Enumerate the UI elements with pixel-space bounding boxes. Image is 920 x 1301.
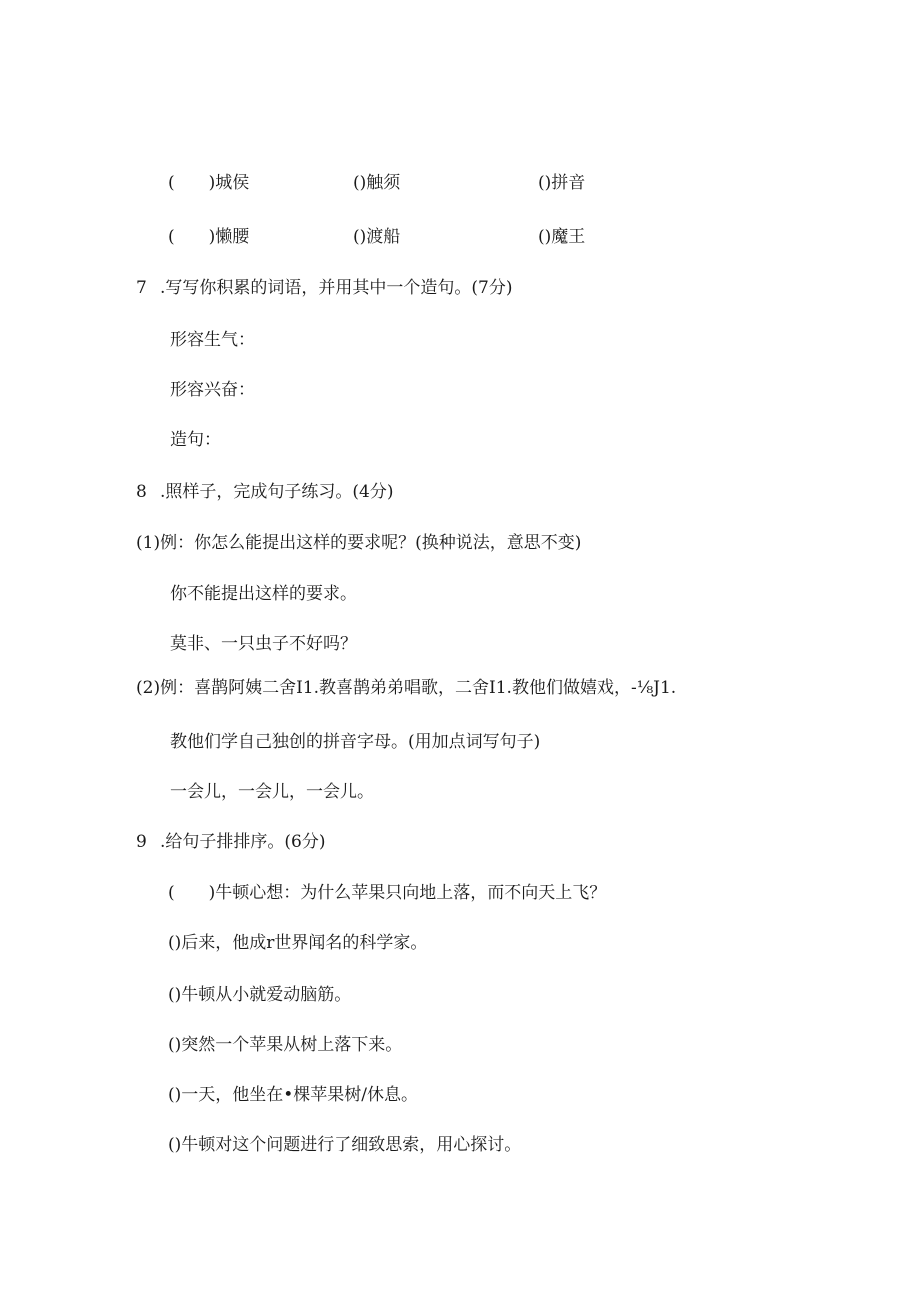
q7-line-angry: 形容生气：	[170, 330, 255, 350]
q9-item: ( )牛顿心想：为什么苹果只向地上落，而不向天上飞？	[168, 883, 607, 903]
q9-item: ()后来，他成r世界闻名的科学家。	[168, 933, 428, 953]
q8-title: .照样子，完成句子练习。(4分)	[160, 482, 394, 502]
q6-row1-item3: ()拼音	[538, 173, 586, 193]
q9-number: 9	[136, 832, 147, 852]
q7-line-excited: 形容兴奋：	[170, 380, 255, 400]
q6-row2-item2: ()渡船	[353, 227, 401, 247]
q9-title: .给句子排排序。(6分)	[160, 832, 326, 852]
q8-part1-prompt: (1)例：你怎么能提出这样的要求呢？(换种说法，意思不变)	[136, 533, 582, 553]
q8-part2-example: 教他们学自己独创的拼音字母。(用加点词写句子)	[170, 732, 541, 752]
q8-part1-example: 你不能提出这样的要求。	[170, 584, 357, 604]
q6-row2-item3: ()魔王	[538, 227, 586, 247]
q6-row1-item1: ( )城侯	[168, 173, 250, 193]
q8-part2-task: 一会儿，一会儿，一会儿。	[170, 782, 374, 802]
q9-item: ()突然一个苹果从树上落下来。	[168, 1035, 403, 1055]
q7-title: .写写你积累的词语，并用其中一个造句。(7分)	[160, 278, 513, 298]
q8-part1-task: 莫非、一只虫子不好吗？	[170, 634, 357, 654]
q7-line-sentence: 造句：	[170, 430, 221, 450]
q6-row2-item1: ( )懒腰	[168, 227, 250, 247]
q8-number: 8	[136, 482, 147, 502]
q9-item: ()牛顿对这个问题进行了细致思索，用心探讨。	[168, 1135, 522, 1155]
q9-item: ()一天，他坐在•棵苹果树/休息。	[168, 1085, 419, 1105]
q9-item: ()牛顿从小就爱动脑筋。	[168, 985, 352, 1005]
q8-part2-prompt: (2)例：喜鹊阿姨二舍I1.教喜鹊弟弟唱歌，二舍I1.教他们做嬉戏，-⅛J1.	[136, 678, 677, 698]
q6-row1-item2: ()触须	[353, 173, 401, 193]
q7-number: 7	[136, 278, 147, 298]
